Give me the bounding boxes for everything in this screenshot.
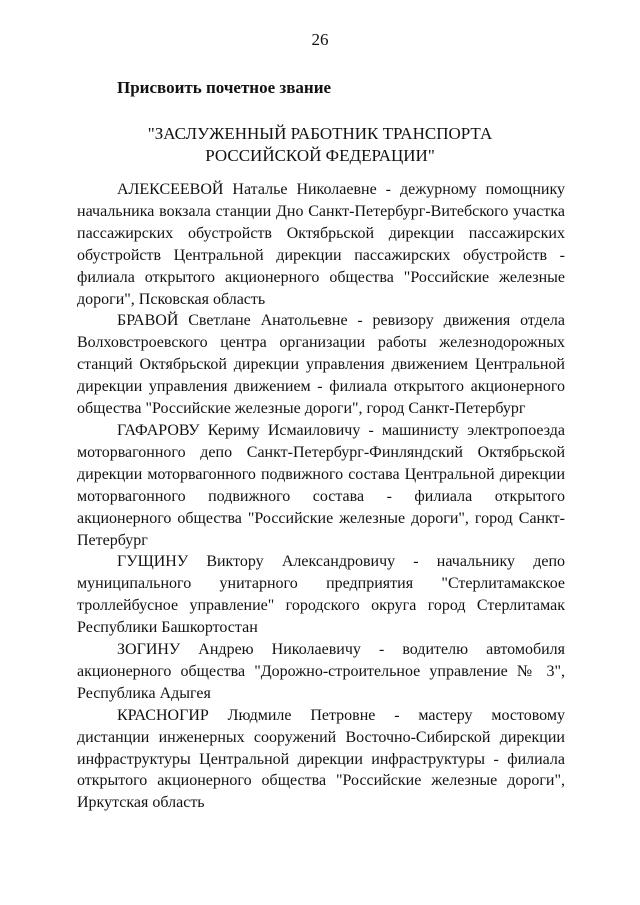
page-number: 26 bbox=[311, 30, 329, 49]
awardee-entry: БРАВОЙ Светлане Анатольевне - ревизору движения отдела Волховстроевского центра организации работы железнодорожных станций Октябрьской дирекции управления движением Центральной дирекции управления движением - филиала открытого акционерного общества "Российские железные дороги", город Санкт-Петербург bbox=[77, 312, 565, 418]
awardee-list bbox=[77, 179, 565, 814]
decree-heading: Присвоить почетное звание bbox=[117, 78, 332, 97]
honorary-title-line-1: "ЗАСЛУЖЕННЫЙ РАБОТНИК ТРАНСПОРТА bbox=[147, 124, 493, 143]
awardee-entry: ГАФАРОВУ Кериму Исмаиловичу - машинисту электропоезда моторвагонного депо Санкт-Петербург-Финляндский Октябрьской дирекции моторвагонного подвижного состава Центральной дирекции моторвагонного подвижного состава - филиала открытого акционерного общества "Российские железные дороги", город Санкт-Петербург bbox=[77, 421, 565, 549]
honorary-title bbox=[0, 123, 640, 167]
awardee-entry: АЛЕКСЕЕВОЙ Наталье Николаевне - дежурному помощнику начальника вокзала станции Дно Санкт-Петербург-Витебского участка пассажирских обустройств Октябрьской дирекции пассажирских обустройств Центральной дирекции пассажирских обустройств - филиала открытого акционерного общества "Российские железные дороги", Псковская область bbox=[77, 181, 565, 308]
awardee-entry: КРАСНОГИР Людмиле Петровне - мастеру мостовому дистанции инженерных сооружений Восточно-Сибирской дирекции инфраструктуры Центральной дирекции инфраструктуры - филиала открытого акционерного общества "Российские железные дороги", Иркутская область bbox=[77, 706, 565, 812]
honorary-title-line-2: РОССИЙСКОЙ ФЕДЕРАЦИИ" bbox=[205, 146, 435, 165]
awardee-entry: ГУЩИНУ Виктору Александровичу - начальнику депо муниципального унитарного предприятия "Стерлитамакское троллейбусное управление" городского округа город Стерлитамак Республики Башкортостан bbox=[77, 553, 565, 637]
awardee-entry: ЗОГИНУ Андрею Николаевичу - водителю автомобиля акционерного общества "Дорожно-строительное управление № 3", Республика Адыгея bbox=[77, 641, 565, 702]
